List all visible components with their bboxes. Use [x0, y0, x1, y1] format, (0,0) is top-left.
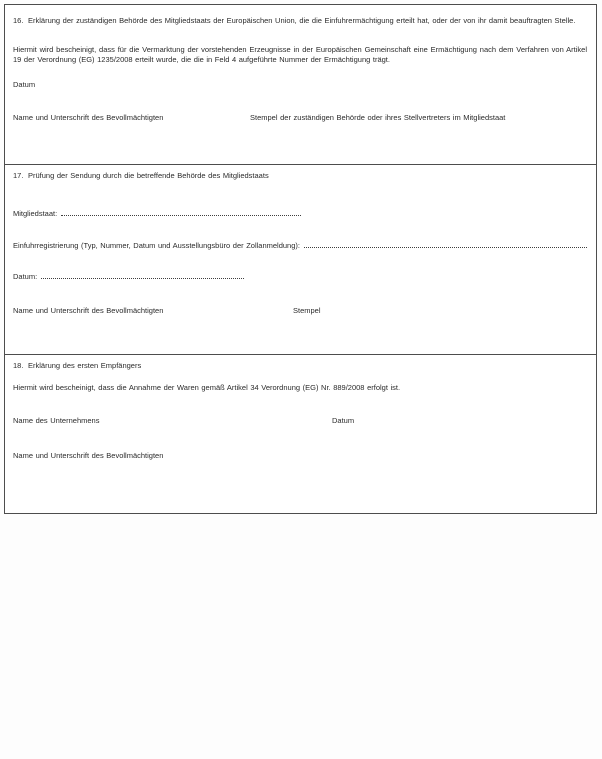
section-16-title: Erklärung der zuständigen Behörde des Mitgliedstaats der Europäischen Union, die die Einfuhrermächtigung erteilt hat, oder der von ihr damit beauftragten Stelle.	[28, 16, 576, 25]
section-17-heading	[13, 171, 587, 181]
section-17-number: 17.	[13, 171, 24, 180]
import-registration-label: Einfuhrregistrierung (Typ, Nummer, Datum und Ausstellungsbüro der Zollanmeldung):	[13, 241, 300, 250]
section-16-statement: Hiermit wird bescheinigt, dass für die Vermarktung der vorstehenden Erzeugnisse in der Europäischen Gemeinschaft eine Ermächtigung nach dem Verfahren von Artikel 19 der Verordnung (EG) 1235/2008 erteilt wurde, die die in Feld 4 aufgeführte Nummer der Ermächtigung trägt.	[13, 45, 587, 64]
section-18-title: Erklärung des ersten Empfängers	[28, 361, 142, 370]
section-17-date-label: Datum:	[13, 272, 38, 281]
section-18-first-consignee-declaration	[5, 354, 596, 513]
section-18-signature-label: Name und Unterschrift des Bevollmächtigten	[13, 451, 164, 460]
section-17-title: Prüfung der Sendung durch die betreffende Behörde des Mitgliedstaats	[28, 171, 269, 180]
import-registration-row	[13, 240, 587, 251]
member-state-field[interactable]	[61, 208, 301, 216]
section-18-heading	[13, 361, 587, 371]
member-state-row	[13, 208, 587, 219]
import-registration-field[interactable]	[304, 240, 587, 248]
member-state-label: Mitgliedstaat:	[13, 209, 58, 218]
section-17-date-field[interactable]	[41, 271, 244, 279]
section-18-number: 18.	[13, 361, 24, 370]
section-18-date-label: Datum	[332, 416, 355, 425]
date-row	[13, 271, 587, 282]
section-17-signature-label: Name und Unterschrift des Bevollmächtigten	[13, 306, 164, 315]
section-16-heading	[13, 16, 587, 26]
section-16-declaration-authority	[5, 5, 596, 164]
section-16-stamp-label: Stempel der zuständigen Behörde oder ihres Stellvertreters im Mitgliedstaat	[250, 113, 506, 122]
section-17-examination-consignment	[5, 164, 596, 354]
section-16-date-label: Datum	[13, 80, 36, 89]
certificate-form-table	[4, 4, 597, 514]
company-name-label: Name des Unternehmens	[13, 416, 100, 425]
section-17-stamp-label: Stempel	[293, 306, 321, 315]
section-16-signature-label: Name und Unterschrift des Bevollmächtigten	[13, 113, 164, 122]
section-18-statement: Hiermit wird bescheinigt, dass die Annahme der Waren gemäß Artikel 34 Verordnung (EG) Nr. 889/2008 erfolgt ist.	[13, 383, 401, 392]
section-16-number: 16.	[13, 16, 24, 25]
